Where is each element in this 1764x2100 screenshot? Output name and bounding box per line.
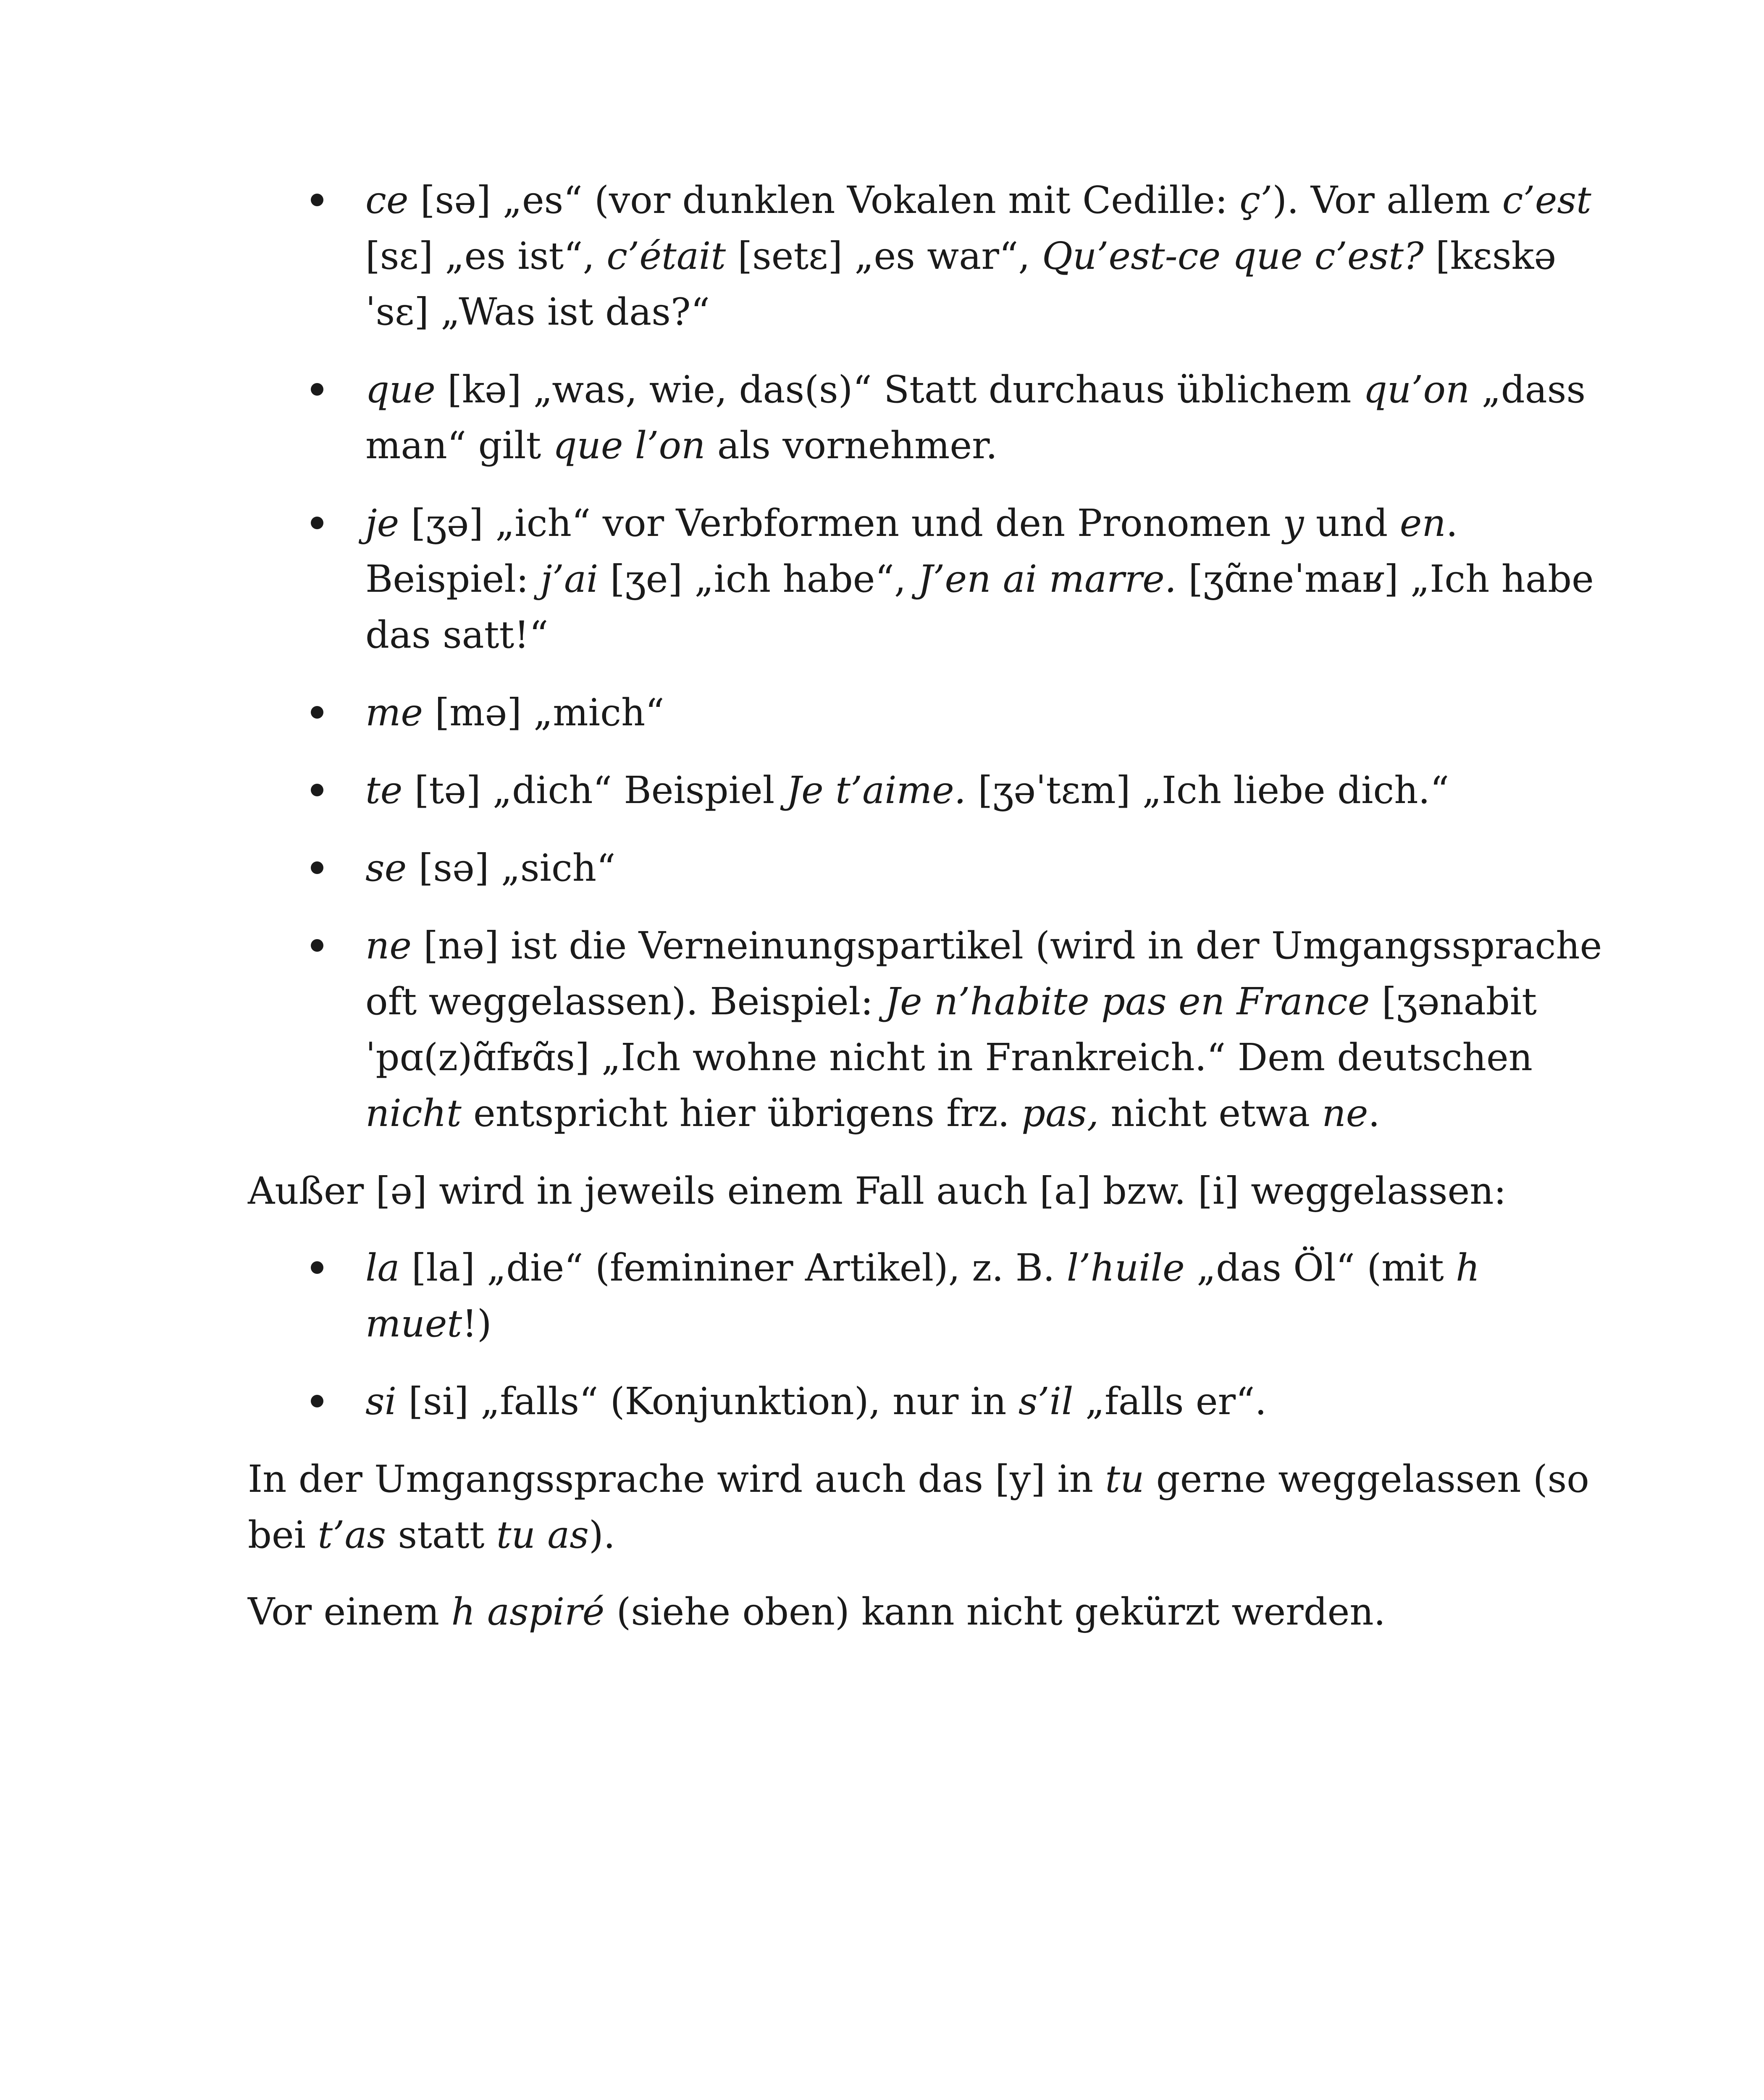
text-run: [ʒe] „ich habe“, (598, 557, 918, 601)
text-run: [ʒənabitˈpɑ(z)ɑ̃fʁɑ̃s] „Ich wohne nicht in Frankreich.“ Dem deutschen (365, 979, 1537, 1079)
list-item-text (365, 368, 1586, 467)
bullet-icon (311, 1261, 323, 1274)
list-item-text (365, 768, 1449, 812)
text-run: [sə] „es“ (vor dunklen Vokalen mit Cedille: (408, 178, 1240, 222)
italic-term: ce (365, 178, 409, 222)
text-run: (siehe oben) kann nicht gekürzt werden. (604, 1590, 1386, 1633)
text-run: [nə] ist die Verneinungspartikel (wird in der Umgangssprache oft weggelassen). Beispiel: (365, 924, 1602, 1023)
text-run: [tə] „dich“ Beispiel (402, 768, 787, 812)
italic-term: ne (1322, 1091, 1368, 1135)
italic-term: la (365, 1246, 400, 1289)
bullet-icon (311, 939, 323, 952)
text-run: „das Öl“ (mit (1184, 1246, 1456, 1289)
text-run: Außer [ə] wird in jeweils einem Fall auch [a] bzw. [i] weggelassen: (248, 1169, 1507, 1213)
text-run: . (1368, 1091, 1380, 1135)
italic-term: je (365, 501, 399, 545)
text-run: [setɛ] „es war“, (726, 234, 1042, 278)
elision-vowel-list (248, 172, 1604, 1141)
text-run: In der Umgangssprache wird auch das [y] in (248, 1457, 1105, 1501)
text-run: [mə] „mich“ (423, 690, 664, 734)
text-run: [ʒɑ̃neˈmaʁ] „Ich habe das satt!“ (365, 557, 1594, 656)
italic-term: te (365, 768, 403, 812)
italic-term: h aspiré (451, 1590, 605, 1633)
text-run: [ʒə] „ich“ vor Verbformen und den Pronomen (399, 501, 1283, 545)
list-item-text (365, 690, 664, 734)
elision-a-i-list (248, 1240, 1604, 1429)
list-item-text (365, 846, 616, 890)
bullet-icon (311, 383, 323, 396)
list-item (248, 1240, 1604, 1352)
italic-term: c’était (606, 234, 726, 278)
text-run: „falls er“. (1073, 1379, 1267, 1423)
list-item (248, 362, 1604, 473)
paragraph-h-aspire (248, 1584, 1604, 1640)
text-run: ). Vor allem (1272, 178, 1502, 222)
italic-term: pas, (1021, 1091, 1099, 1135)
italic-term: qu’on (1363, 368, 1470, 411)
text-run: [la] „die“ (femininer Artikel), z. B. (399, 1246, 1067, 1289)
list-item-text (365, 501, 1594, 656)
text-run: [kɛskəˈsɛ] „Was ist das?“ (365, 234, 1557, 333)
list-item-text (365, 1379, 1267, 1423)
text-run: gerne weggelassen (so bei (248, 1457, 1589, 1557)
italic-term: Je t’aime. (786, 768, 966, 812)
bullet-icon (311, 194, 323, 206)
italic-term: tu (1105, 1457, 1144, 1501)
italic-term: ç’ (1239, 178, 1273, 222)
italic-term: l’huile (1066, 1246, 1185, 1289)
paragraph-a-i-elision (248, 1163, 1604, 1219)
italic-term: tu as (496, 1513, 589, 1557)
text-run: [kə] „was, wie, das(s)“ Statt durchaus üblichem (435, 368, 1363, 411)
list-item (248, 840, 1604, 896)
italic-term: que (365, 368, 436, 411)
text-run: und (1304, 501, 1400, 545)
italic-term: en (1399, 501, 1446, 545)
text-run: [ʒəˈtɛm] „Ich liebe dich.“ (966, 768, 1449, 812)
bullet-icon (311, 706, 323, 719)
italic-term: J’en ai marre. (918, 557, 1177, 601)
bullet-icon (311, 861, 323, 874)
text-run: [sə] „sich“ (407, 846, 616, 890)
list-item-text (365, 924, 1602, 1135)
text-run: nicht etwa (1099, 1091, 1322, 1135)
text-run: statt (386, 1513, 496, 1557)
italic-term: nicht (365, 1091, 462, 1135)
italic-term: c’est (1502, 178, 1591, 222)
italic-term: y (1283, 501, 1304, 545)
list-item (248, 762, 1604, 818)
text-run: ). (588, 1513, 615, 1557)
text-run: als vornehmer. (705, 423, 998, 467)
bullet-icon (311, 784, 323, 796)
list-item (248, 685, 1604, 740)
list-item-text (365, 178, 1591, 333)
bullet-icon (311, 517, 323, 529)
list-item (248, 172, 1604, 340)
text-run: . Beispiel: (365, 501, 1458, 601)
paragraph-colloquial-tu (248, 1451, 1604, 1563)
italic-term: me (365, 690, 423, 734)
italic-term: j’ai (541, 557, 598, 601)
list-item (248, 1373, 1604, 1429)
text-run: Vor einem (248, 1590, 452, 1633)
italic-term: t’as (318, 1513, 386, 1557)
italic-term: Qu’est-ce que c’est? (1042, 234, 1424, 278)
list-item-text (365, 1246, 1480, 1345)
italic-term: se (365, 846, 407, 890)
bullet-icon (311, 1395, 323, 1407)
italic-term: s’il (1018, 1379, 1074, 1423)
italic-term: que l’on (553, 423, 706, 467)
text-run: [sɛ] „es ist“, (365, 234, 607, 278)
italic-term: si (365, 1379, 397, 1423)
text-run: entspricht hier übrigens frz. (461, 1091, 1022, 1135)
page-body (248, 172, 1604, 1661)
text-run: !) (462, 1302, 492, 1345)
italic-term: ne (365, 924, 412, 967)
italic-term: Je n’habite pas en France (885, 979, 1370, 1023)
italic-term: h muet (365, 1246, 1480, 1345)
list-item (248, 918, 1604, 1141)
list-item (248, 495, 1604, 663)
text-run: „dass man“ gilt (365, 368, 1586, 467)
text-run: [si] „falls“ (Konjunktion), nur in (396, 1379, 1018, 1423)
